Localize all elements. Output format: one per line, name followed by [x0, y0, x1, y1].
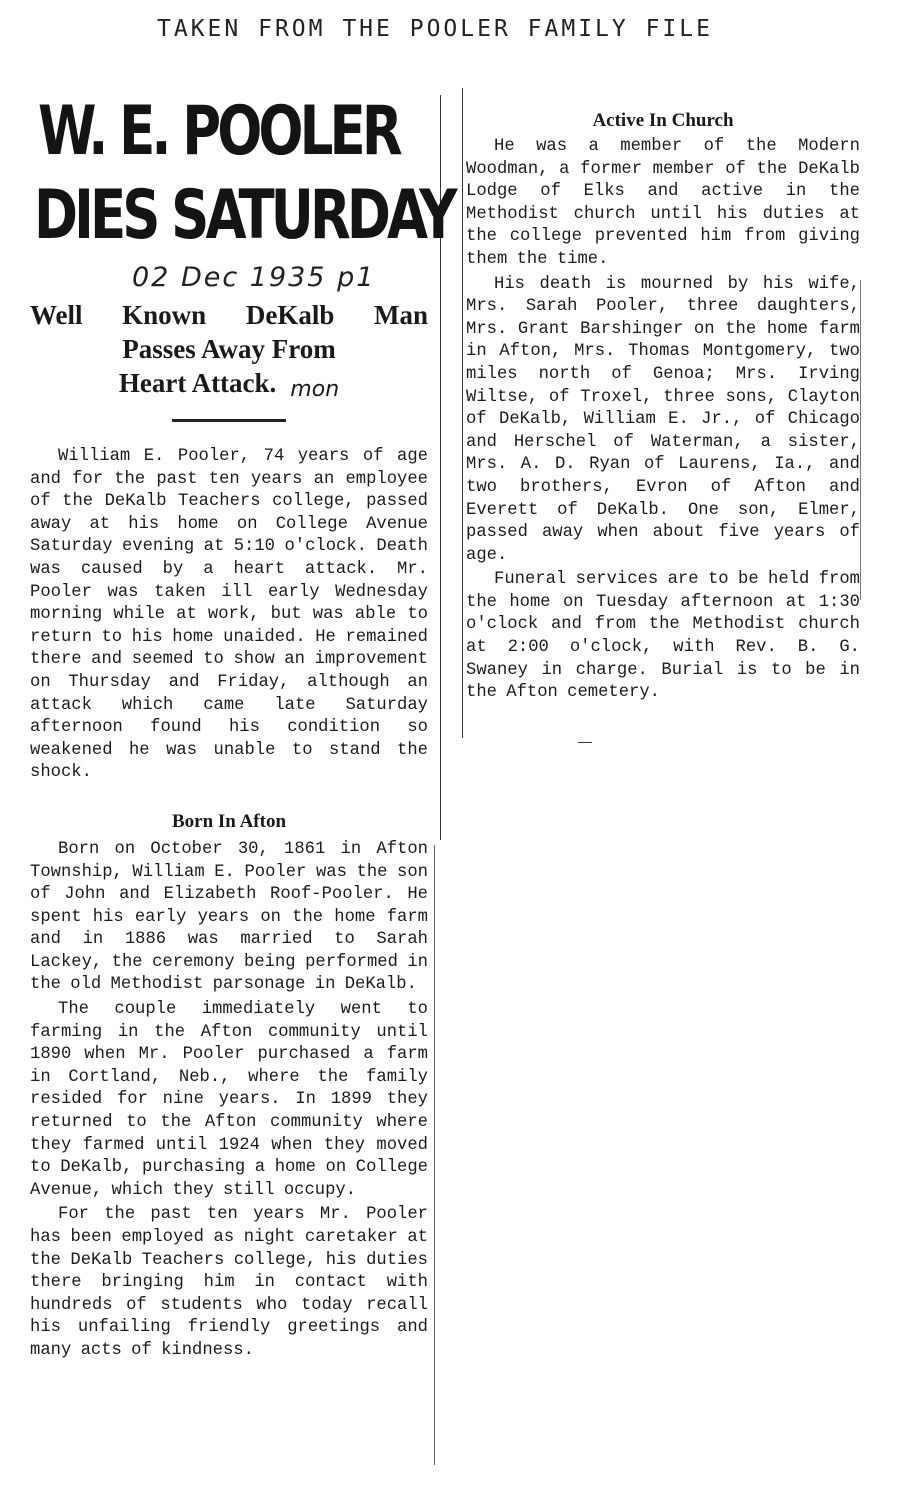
right-column	[466, 110, 860, 705]
church-paragraph-1: He was a member of the Modern Woodman, a former member of the DeKalb Lodge of Elks and active in the Methodist church until his duties at the college prevented him from giving them the time.	[466, 137, 860, 269]
born-section-heading: Born In Afton	[171, 810, 287, 832]
handwritten-date: 02 Dec 1935 p1	[132, 262, 376, 293]
born-paragraph-3: For the past ten years Mr. Pooler has been employed as night caretaker at the DeKalb Teachers college, his duties there bringing him in contact with hundreds of students who today recall his unfailing friendly greetings and many acts of kindness.	[30, 1205, 428, 1360]
church-paragraph-3: Funeral services are to be held from the home on Tuesday afternoon at 1:30 o'clock and from the Methodist church at 2:00 o'clock, with Rev. B. G. Swaney in charge. Burial is to be in the Afton cemetery.	[466, 570, 860, 703]
column-rule-right	[860, 280, 861, 600]
headline-line-1: W. E. POOLER	[38, 92, 399, 171]
headline-divider	[172, 419, 286, 422]
left-column	[30, 90, 454, 1363]
subhead-line-3	[30, 366, 428, 403]
intro-paragraph: William E. Pooler, 74 years of age and for the past ten years an employee of the DeKalb Teachers college, passed away at his home on College Avenue Saturday evening at 5:10 o'clock. Death was caused by a heart attack. Mr. Pooler was taken ill early Wednesday morning while at work, but was able to return to his home unaided. He remained there and seemed to show an improvement on Thursday and Friday, although an attack which came late Saturday afternoon found his condition so weakened he was unable to stand the shock.	[30, 447, 428, 783]
born-paragraph-2: The couple immediately went to farming in the Afton community until 1890 when Mr. Pooler purchased a farm in Cortland, Neb., where the family resided for nine years. In 1899 they returned to the Afton community where they farmed until 1924 when they moved to DeKalb, purchasing a home on College Avenue, which they still occupy.	[30, 1000, 428, 1200]
headline-line-2: DIES SATURDAY	[34, 176, 454, 255]
born-paragraph-1: Born on October 30, 1861 in Afton Township, William E. Pooler was the son of John and Elizabeth Roof-Pooler. He spent his early years on the home farm and in 1886 was married to Sarah Lackey, the ceremony being performed in the old Methodist parsonage in DeKalb.	[30, 839, 428, 995]
handwritten-note: mon	[290, 377, 340, 402]
subhead-line-2: Passes Away From	[122, 334, 336, 364]
church-paragraph-2: His death is mourned by his wife, Mrs. Sarah Pooler, three daughters, Mrs. Grant Barshinger on the home farm in Afton, Mrs. Thomas Montgomery, two miles north of Genoa; Mrs. Irving Wiltse, of Troxel, three sons, Clayton of DeKalb, William E. Jr., of Chicago and Herschel of Waterman, a sister, Mrs. A. D. Ryan of Laurens, Ia., and two brothers, Evron of Afton and Everett of DeKalb. One son, Elmer, passed away when about five years of age.	[466, 274, 860, 565]
column-rule-middle	[462, 88, 463, 738]
end-dash	[578, 742, 592, 743]
church-section-heading: Active In Church	[592, 110, 734, 131]
file-note-header: TAKEN FROM THE POOLER FAMILY FILE	[157, 16, 713, 42]
column-rule-left-lower	[434, 845, 435, 1465]
subhead-line-1: Well Known DeKalb Man	[30, 300, 428, 330]
subhead-line-3-text: Heart Attack.	[118, 368, 277, 398]
subheadline	[30, 298, 428, 403]
